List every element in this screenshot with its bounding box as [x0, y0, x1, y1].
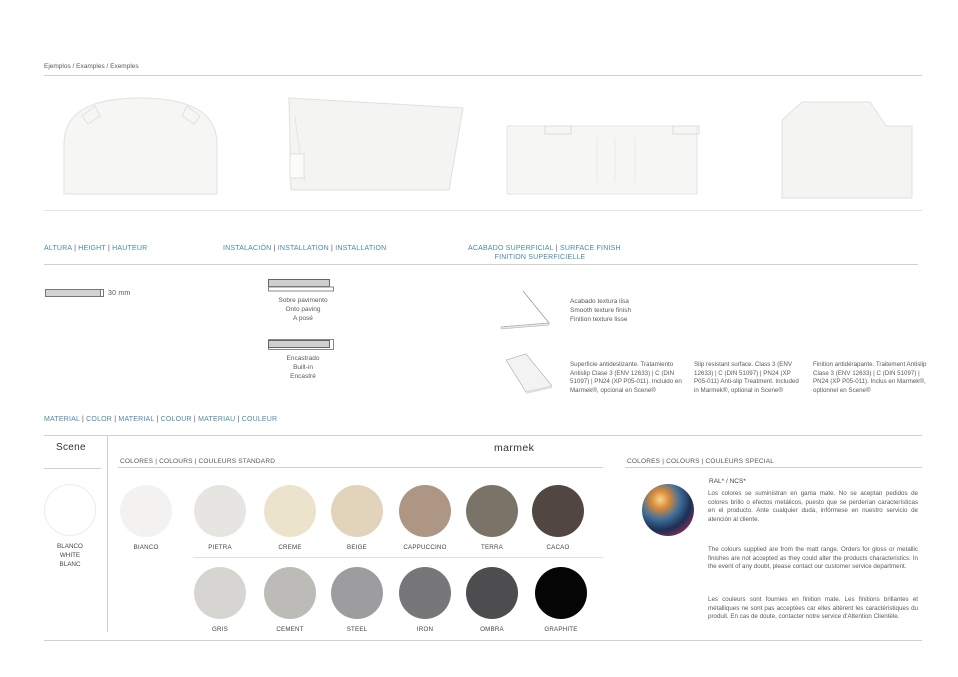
antislip-finish-icon — [504, 352, 556, 394]
special-text-en: The colours supplied are from the matt range. Orders for gloss or metallic finishes are not accepted as they could alter the products characteristics. In the event of any doubt, please contact our customer service department. — [708, 546, 918, 571]
swatch-ombra — [466, 567, 518, 619]
brand-separator — [107, 435, 108, 632]
smooth-finish-label: Acabado textura lisa Smooth texture finish Finition texture lisse — [570, 298, 632, 324]
scene-divider — [44, 468, 101, 469]
built-in-icon — [268, 339, 334, 351]
smooth-finish-icon — [497, 289, 553, 331]
marmek-logo: marmek — [494, 442, 535, 454]
height-header: ALTURA | HEIGHT | HAUTEUR — [44, 245, 148, 252]
finish-header: ACABADO SUPERFICIAL | SURFACE FINISH FINITION SUPERFICIELLE — [468, 245, 621, 261]
swatch-cacao — [532, 485, 584, 537]
breadcrumb: Ejemplos / Examples / Exemples — [44, 63, 139, 70]
special-text-es: Los colores se suministran en gama mate. No se aceptan pedidos de colores brillo o efectos metálicos, puesto que se perderían características en el producto. Ante cualquier duda, infórmese en nuestro servicio de atención al cliente. — [708, 490, 918, 523]
special-title-divider — [625, 467, 922, 468]
product-image-cornered-tray — [780, 100, 916, 200]
swatch-label: CREME — [278, 544, 302, 551]
swatch-label: TERRA — [481, 544, 503, 551]
swatch-blanco-label: BLANCO WHITE BLANC — [57, 543, 83, 568]
swatch-label: PIETRA — [208, 544, 232, 551]
standard-row-divider — [193, 557, 603, 558]
product-image-rectangular-tray — [505, 124, 701, 198]
swatch-creme — [264, 485, 316, 537]
swatch-label: BIANCO — [133, 544, 159, 551]
swatch-terra — [466, 485, 518, 537]
swatch-bianco — [120, 485, 172, 537]
swatch-graphite — [535, 567, 587, 619]
images-divider — [44, 210, 922, 211]
swatch-label: CACAO — [546, 544, 570, 551]
height-bracket-icon — [100, 289, 104, 297]
swatch-steel — [331, 567, 383, 619]
swatch-iron — [399, 567, 451, 619]
special-text-fr: Les couleurs sont fournies en finition mate. Les finitions brillantes et métalliques ne sont pas acceptées car elles altèrent les caractéristiques du produit. En cas de doute, contacter notre service d'Attention Clientèle. — [708, 596, 918, 621]
onto-paving-icon — [268, 279, 334, 293]
swatch-label: IRON — [416, 626, 434, 633]
swatch-cappuccino — [399, 485, 451, 537]
product-image-trapezoid-tray — [287, 96, 467, 194]
metallic-swatch-icon — [642, 484, 694, 536]
swatch-label: STEEL — [346, 626, 368, 633]
material-header: MATERIAL | COLOR | MATERIAL | COLOUR | MATERIAU | COULEUR — [44, 416, 278, 423]
swatch-label: OMBRA — [480, 626, 504, 633]
special-title: RAL* / NCS* — [709, 478, 746, 485]
product-image-arched-tray — [60, 94, 222, 198]
antislip-en-text: Slip resistant surface. Class 3 (ENV 12633) | C (DIN 51097) | PN24 (XP P05-011) Anti-slip Treatment. Included in Marmek®, optional in Scene® — [694, 361, 799, 394]
standard-title-divider — [118, 467, 603, 468]
antislip-fr-text: Finition antidérapante. Traitement Antislip Clase 3 (ENV 12633) | C (DIN 51097) | PN24 (XP P05-011). Inclus en Marmek®, optionnel en Scene® — [813, 361, 927, 394]
swatch-pietra — [194, 485, 246, 537]
onto-paving-label: Sobre pavimento Onto paving A posé — [278, 297, 328, 323]
standard-colours-title: COLORES | COLOURS | COULEURS STANDARD — [120, 458, 276, 465]
swatch-label: CEMENT — [276, 626, 304, 633]
swatch-gris — [194, 567, 246, 619]
built-in-label: Encastrado Built-in Encastré — [286, 355, 320, 381]
material-divider — [44, 435, 922, 436]
swatch-label: BEIGE — [347, 544, 367, 551]
swatch-blanco — [44, 484, 96, 536]
swatch-cement — [264, 567, 316, 619]
bottom-divider — [44, 640, 922, 641]
installation-header: INSTALACIÓN | INSTALLATION | INSTALLATION — [223, 245, 387, 252]
antislip-es-text: Superficie antideslizante. Tratamiento Antislip Clase 3 (ENV 12633) | C (DIN 51097) | PN24 (XP P05-011). Incluido en Marmek®, opcional en Scene® — [570, 361, 682, 394]
special-colours-title: COLORES | COLOURS | COULEURS SPECIAL — [627, 458, 775, 465]
height-value: 30 mm — [108, 290, 131, 297]
height-profile-icon — [45, 289, 101, 297]
spec-divider — [44, 264, 918, 265]
scene-logo: Scene — [56, 442, 86, 453]
swatch-label: CAPPUCCINO — [403, 544, 447, 551]
top-divider — [44, 75, 922, 76]
swatch-label: GRAPHITE — [544, 626, 578, 633]
swatch-label: GRIS — [212, 626, 228, 633]
swatch-beige — [331, 485, 383, 537]
